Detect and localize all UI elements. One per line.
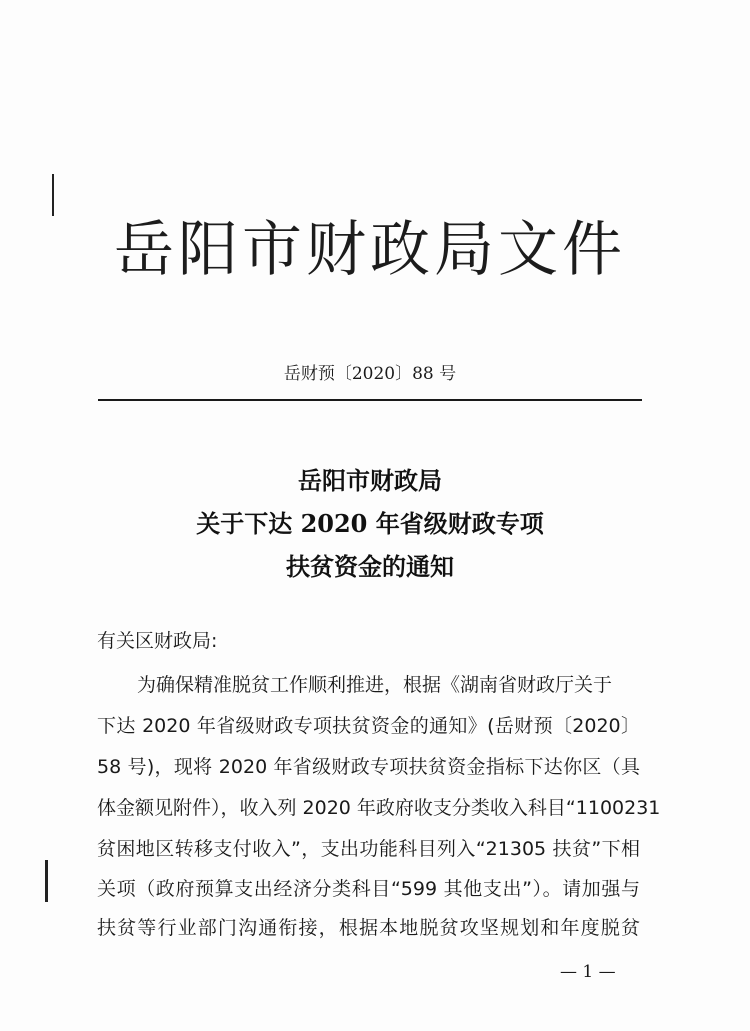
binding-mark (45, 860, 48, 902)
notice-title-line: 关于下达 2020 年省级财政专项 (196, 509, 544, 538)
document-number: 岳财预〔2020〕88 号 (283, 364, 457, 384)
body-text-line: 扶贫等行业部门沟通衔接，根据本地脱贫攻坚规划和年度脱贫 (97, 917, 640, 939)
body-text-line: 关项（政府预算支出经济分类科目“599 其他支出”）。请加强与 (97, 878, 640, 900)
binding-mark (52, 174, 54, 216)
salutation: 有关区财政局: (97, 630, 218, 652)
body-text-line: 贫困地区转移支付收入”，支出功能科目列入“21305 扶贫”下相 (97, 838, 640, 860)
masthead-title: 岳阳市财政局文件 (114, 215, 626, 285)
body-text-line: 体金额见附件），收入列 2020 年政府收支分类收入科目“1100231 (97, 797, 661, 819)
header-rule (98, 399, 642, 401)
notice-title-line: 岳阳市财政局 (298, 466, 442, 495)
page-number: — 1 — (560, 962, 616, 982)
body-text-line: 下达 2020 年省级财政专项扶贫资金的通知》(岳财预〔2020〕 (97, 715, 640, 737)
body-text-line: 为确保精准脱贫工作顺利推进，根据《湖南省财政厅关于 (137, 674, 613, 696)
body-text-line: 58 号)，现将 2020 年省级财政专项扶贫资金指标下达你区（具 (97, 756, 640, 778)
notice-title-line: 扶贫资金的通知 (286, 552, 454, 581)
